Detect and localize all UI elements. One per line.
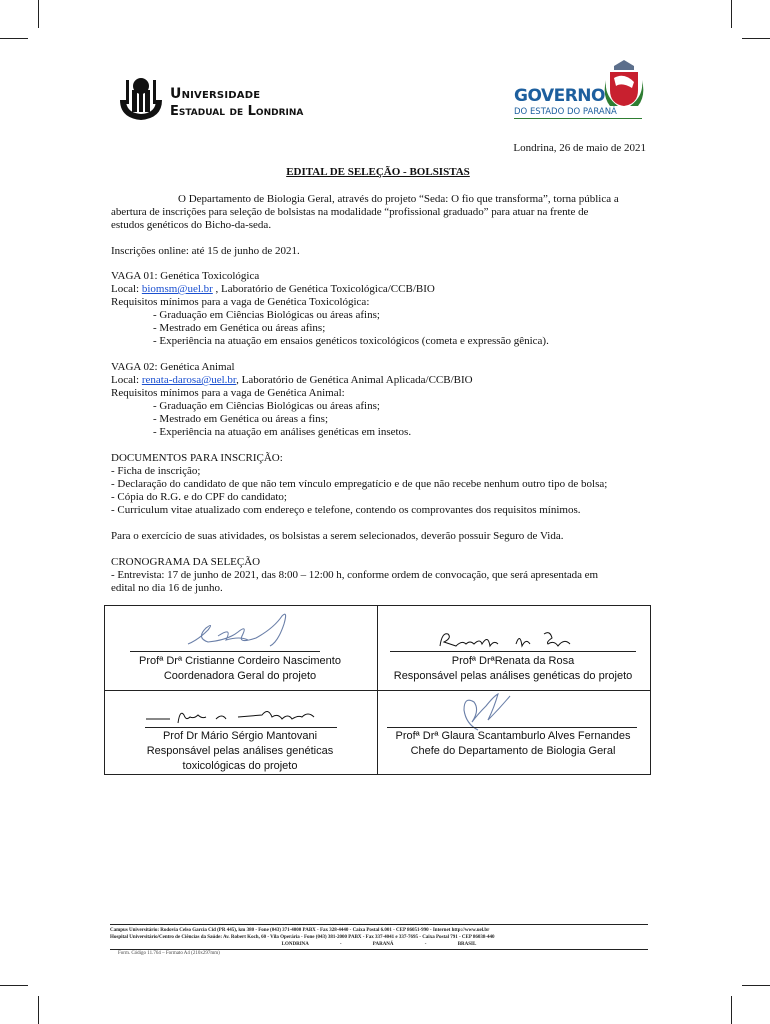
crop-mark (731, 0, 732, 28)
signature-table-hdivider (105, 690, 650, 691)
governo-logo-underline (514, 118, 642, 119)
insurance-note: Para o exercício de suas atividades, os bolsistas a serem selecionados, deverão possuir Seguro de Vida. (111, 530, 564, 542)
intro-line-1: O Departamento de Biologia Geral, através do projeto “Seda: O fio que transforma”, torna pública a (178, 193, 619, 205)
signature-line (390, 651, 636, 652)
schedule-line: - Entrevista: 17 de junho de 2021, das 8:00 – 12:00 h, conforme ordem de convocação, que será apresentada em (111, 569, 598, 581)
vaga2-requirement: - Mestrado em Genética ou áreas a fins; (153, 413, 329, 425)
crop-mark (0, 38, 28, 39)
governo-logo (510, 60, 645, 122)
document-item: - Cópia do R.G. e do CPF do candidato; (111, 491, 287, 503)
vaga1-local-label: Local: (111, 283, 142, 295)
crop-mark (38, 996, 39, 1024)
form-code: Form. Código 11.764 – Formato A4 (210x297mm) (118, 951, 220, 956)
signatory-role-cont: toxicológicas do projeto (182, 760, 298, 772)
intro-line-3: estudos genéticos do Bicho-da-seda. (111, 219, 272, 231)
intro-line-2: abertura de inscrições para seleção de bolsistas na modalidade “profissional graduado” para atuar na frente de (111, 206, 589, 218)
uel-logo-line1: Universidade (170, 86, 261, 102)
vaga1-title: VAGA 01: Genética Toxicológica (111, 270, 260, 282)
signature-block-4 (377, 729, 649, 759)
signatory-role: Responsável pelas análises genéticas (146, 745, 334, 757)
signatory-role: Chefe do Departamento de Biologia Geral (410, 745, 616, 757)
vaga2-local (111, 374, 473, 387)
vaga2-requirement: - Experiência na atuação em análises genéticas em insetos. (153, 426, 412, 438)
signatory-name: Profª Drª Glaura Scantamburlo Alves Fernandes (395, 730, 631, 742)
signature-line (130, 651, 320, 652)
vaga2-email-link[interactable]: renata-darosa@uel.br (141, 374, 237, 386)
signatory-role: Coordenadora Geral do projeto (163, 670, 317, 682)
vaga1-requirement: - Experiência na atuação em ensaios genéticos toxicológicos (cometa e expressão gênica). (153, 335, 549, 347)
footer-top-rule (110, 924, 648, 925)
crop-mark (38, 0, 39, 28)
vaga2-requirement: - Graduação em Ciências Biológicas ou áreas afins; (153, 400, 380, 412)
vaga1-local-lab: , Laboratório de Genética Toxicológica/CCB/BIO (212, 283, 435, 295)
vaga1-requirements-title: Requisitos mínimos para a vaga de Genética Toxicológica: (111, 296, 370, 308)
vaga2-local-lab: , Laboratório de Genética Animal Aplicada/CCB/BIO (236, 374, 473, 386)
vaga1-email-link[interactable]: biomsm@uel.br (141, 283, 213, 295)
signature-block-2 (377, 654, 649, 684)
vaga1-requirement: - Mestrado em Genética ou áreas afins; (153, 322, 326, 334)
crop-mark (742, 985, 770, 986)
documents-title: DOCUMENTOS PARA INSCRIÇÃO: (111, 452, 283, 464)
vaga2-title: VAGA 02: Genética Animal (111, 361, 235, 373)
date-line: Londrina, 26 de maio de 2021 (513, 142, 646, 154)
vaga2-requirements-title: Requisitos mínimos para a vaga de Genética Animal: (111, 387, 345, 399)
schedule-line: edital no dia 16 de junho. (111, 582, 223, 594)
uel-emblem-icon (118, 76, 164, 122)
vaga1-requirement: - Graduação em Ciências Biológicas ou áreas afins; (153, 309, 380, 321)
document-title: EDITAL DE SELEÇÃO - BOLSISTAS (286, 166, 470, 178)
vaga1-local (111, 283, 435, 296)
parana-coat-of-arms-icon (604, 60, 644, 108)
signature-scribble-icon (142, 705, 337, 727)
crop-mark (731, 996, 732, 1024)
signatory-name: Profª Drª Cristianne Cordeiro Nascimento (139, 655, 341, 667)
document-item: - Curriculum vitae atualizado com endereço e telefone, contendo os comprovantes dos requisitos mínimos. (111, 504, 581, 516)
footer-city-line: LONDRINA - PARANÁ - BRASIL (281, 942, 477, 947)
uel-logo-line2: Estadual de Londrina (170, 104, 304, 119)
vaga2-local-label: Local: (111, 374, 142, 386)
document-item: - Ficha de inscrição; (111, 465, 201, 477)
signatory-role: Responsável pelas análises genéticas do projeto (393, 670, 633, 682)
crop-mark (0, 985, 28, 986)
crop-mark (742, 38, 770, 39)
uel-logo (118, 76, 328, 122)
footer-bottom-rule (110, 949, 648, 950)
signature-scribble-icon (436, 628, 586, 652)
signatory-name: Profª DrªRenata da Rosa (451, 655, 575, 667)
schedule-title: CRONOGRAMA DA SELEÇÃO (111, 556, 261, 568)
signature-line (387, 727, 637, 728)
signature-block-3 (104, 729, 376, 774)
signature-block-1 (104, 654, 376, 684)
signature-scribble-icon (178, 610, 308, 652)
governo-logo-line2: DO ESTADO DO PARANÁ (514, 107, 617, 117)
governo-logo-line1: GOVERNO (514, 86, 605, 106)
registration-deadline: Inscrições online: até 15 de junho de 2021. (111, 245, 300, 257)
signatory-name: Prof Dr Mário Sérgio Mantovani (162, 730, 318, 742)
footer-address-line: Hospital Universitário/Centro de Ciências da Saúde: Av. Robert Koch, 60 - Vila Operária - Fone (043) 381-2000 PABX - Fax 337-4041 e 337-7695 - Caixa Postal 791 - CEP 86038-440 (110, 935, 495, 940)
signature-line (145, 727, 337, 728)
footer-address-line: Campus Universitário: Rodovia Celso Garcia Cid (PR 445), km 380 - Fone (043) 371-4000 PABX - Fax 328-4440 - Caixa Postal 6.001 - CEP 86051-990 - Internet http://www.uel.br (110, 928, 490, 933)
document-item: - Declaração do candidato de que não tem vínculo empregatício e de que não recebe nenhum outro tipo de bolsa; (111, 478, 608, 490)
